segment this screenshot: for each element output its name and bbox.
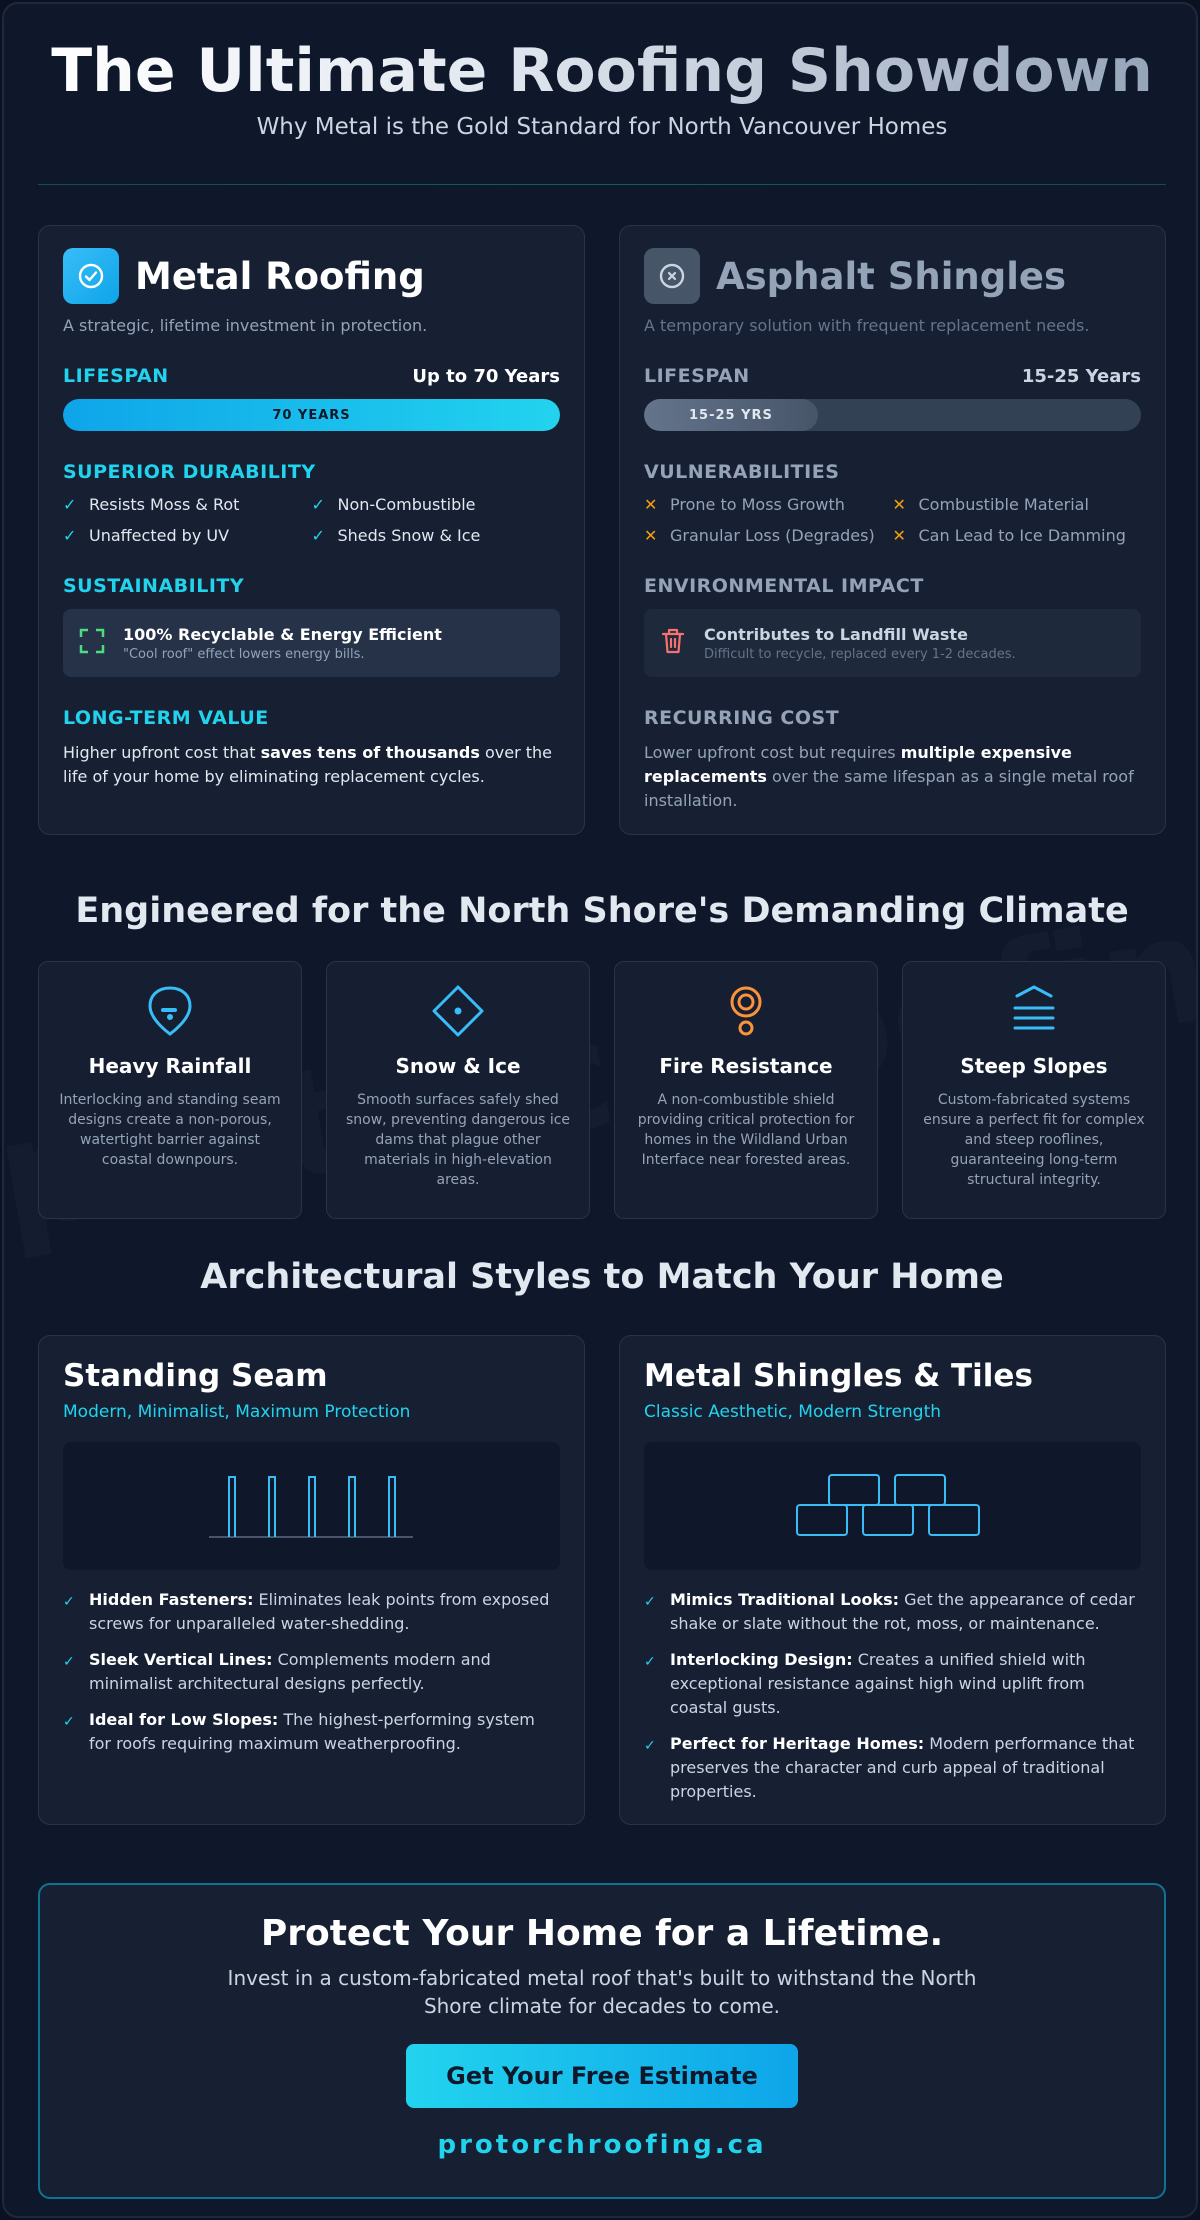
- check-icon: ✓: [63, 1714, 75, 1730]
- check-icon: ✓: [644, 1738, 656, 1754]
- standing-seam-illustration: [63, 1442, 560, 1570]
- vulnerabilities-label: VULNERABILITIES: [644, 461, 840, 483]
- durability-list: [63, 495, 560, 545]
- styles-heading: Architectural Styles to Match Your Home: [200, 1257, 1004, 1297]
- asphalt-card-description: A temporary solution with frequent replacement needs.: [644, 316, 1090, 335]
- vulnerability-item: ✕ Combustible Material: [892, 495, 1089, 514]
- style-title: Metal Shingles & Tiles: [644, 1358, 1033, 1394]
- climate-card-title: Heavy Rainfall: [88, 1054, 252, 1078]
- styles-section: [38, 1335, 1166, 1825]
- page-frame: [2, 2, 1198, 2218]
- check-icon: ✓: [63, 1654, 75, 1670]
- durability-item: ✓ Sheds Snow & Ice: [311, 526, 481, 545]
- style-bullets: [644, 1588, 1141, 1804]
- value-text: Higher upfront cost that saves tens of thousands over the life of your home by eliminating replacement cycles.: [63, 743, 553, 786]
- style-subtitle: Modern, Minimalist, Maximum Protection: [63, 1402, 411, 1422]
- asphalt-lifespan-value: 15-25 Years: [1021, 365, 1141, 387]
- asphalt-lifespan-fill: 15-25 YRS: [644, 399, 818, 431]
- x-icon: ✕: [644, 526, 658, 545]
- metal-card-title: Metal Roofing: [135, 254, 425, 298]
- cta-title: Protect Your Home for a Lifetime.: [260, 1913, 944, 1954]
- check-icon: ✓: [63, 495, 77, 514]
- check-icon: ✓: [311, 495, 325, 514]
- asphalt-shingles-card: [619, 225, 1166, 835]
- climate-card-title: Steep Slopes: [960, 1054, 1108, 1078]
- climate-card-text: A non-combustible shield providing critical protection for homes in the Wildland Urban Interface near forested areas.: [637, 1092, 855, 1168]
- environment-title: Contributes to Landfill Waste: [704, 624, 968, 644]
- asphalt-lifespan-bar: [644, 399, 1141, 431]
- trash-icon: [660, 627, 686, 659]
- x-circle-icon: [644, 248, 700, 304]
- snowflake-diamond-icon: [343, 984, 573, 1038]
- vulnerability-item: ✕ Prone to Moss Growth: [644, 495, 845, 514]
- x-icon: ✕: [892, 495, 906, 514]
- asphalt-lifespan-label: LIFESPAN: [644, 365, 750, 387]
- style-bullet: ✓ Hidden Fasteners: Eliminates leak points from exposed screws for unparalleled water-shedding.: [63, 1588, 560, 1636]
- climate-grid: [38, 961, 1166, 1219]
- check-icon: ✓: [644, 1594, 656, 1610]
- environment-box: [644, 609, 1141, 677]
- durability-label: SUPERIOR DURABILITY: [63, 461, 316, 483]
- style-bullet: ✓ Mimics Traditional Looks: Get the appearance of cedar shake or slate without the rot, moss, or maintenance.: [644, 1588, 1141, 1636]
- metal-shingles-illustration: [644, 1442, 1141, 1570]
- check-icon: ✓: [63, 526, 77, 545]
- style-bullet: ✓ Sleek Vertical Lines: Complements modern and minimalist architectural designs perfectly.: [63, 1648, 560, 1696]
- fire-shield-icon: [631, 984, 861, 1038]
- website-link[interactable]: protorchroofing.ca: [437, 2130, 767, 2160]
- metal-card-description: A strategic, lifetime investment in protection.: [63, 316, 428, 335]
- sustainability-box: [63, 609, 560, 677]
- climate-card-fire: [614, 961, 878, 1219]
- style-bullets: [63, 1588, 560, 1756]
- vulnerabilities-list: [644, 495, 1141, 545]
- check-circle-icon: [63, 248, 119, 304]
- x-icon: ✕: [892, 526, 906, 545]
- cost-text: Lower upfront cost but requires multiple expensive replacements over the same lifespan as a single metal roof installation.: [644, 743, 1134, 810]
- x-icon: ✕: [644, 495, 658, 514]
- sustainability-title: 100% Recyclable & Energy Efficient: [123, 624, 442, 644]
- climate-card-text: Smooth surfaces safely shed snow, preventing dangerous ice dams that plague other materials in high-elevation areas.: [345, 1092, 571, 1188]
- header-divider: [38, 184, 1166, 185]
- check-icon: ✓: [311, 526, 325, 545]
- style-bullet: ✓ Ideal for Low Slopes: The highest-performing system for roofs requiring maximum weatherproofing.: [63, 1708, 560, 1756]
- style-bullet: ✓ Interlocking Design: Creates a unified shield with exceptional resistance against high wind uplift from coastal gusts.: [644, 1648, 1141, 1720]
- page-content: [38, 4, 1166, 2199]
- standing-seam-card: [38, 1335, 585, 1825]
- cta-text: Invest in a custom-fabricated metal roof that's built to withstand the North Shore climate for decades to come.: [227, 1966, 977, 2018]
- check-icon: ✓: [644, 1654, 656, 1670]
- page-title: The Ultimate Roofing Showdown: [38, 34, 1166, 108]
- metal-shingles-card: [619, 1335, 1166, 1825]
- sustainability-label: SUSTAINABILITY: [63, 575, 245, 597]
- climate-card-text: Custom-fabricated systems ensure a perfect fit for complex and steep rooflines, guaranteeing long-term structural integrity.: [923, 1092, 1145, 1188]
- climate-card-title: Fire Resistance: [659, 1054, 833, 1078]
- rain-drop-icon: [55, 984, 285, 1038]
- metal-lifespan-fill: 70 YEARS: [63, 399, 560, 431]
- climate-card-rainfall: [38, 961, 302, 1219]
- recycle-icon: [79, 628, 105, 658]
- style-subtitle: Classic Aesthetic, Modern Strength: [644, 1402, 942, 1422]
- vulnerability-item: ✕ Granular Loss (Degrades): [644, 526, 875, 545]
- durability-item: ✓ Resists Moss & Rot: [63, 495, 240, 514]
- page-subtitle: Why Metal is the Gold Standard for North Vancouver Homes: [256, 114, 948, 140]
- durability-item: ✓ Non-Combustible: [311, 495, 476, 514]
- climate-card-text: Interlocking and standing seam designs create a non-porous, watertight barrier against coastal downpours.: [59, 1092, 281, 1168]
- climate-card-slopes: [902, 961, 1166, 1219]
- asphalt-card-title: Asphalt Shingles: [716, 254, 1067, 298]
- climate-card-snow: [326, 961, 590, 1219]
- climate-card-title: Snow & Ice: [395, 1054, 521, 1078]
- climate-heading: Engineered for the North Shore's Demanding Climate: [75, 891, 1129, 931]
- metal-roofing-card: [38, 225, 585, 835]
- free-estimate-button[interactable]: Get Your Free Estimate: [406, 2044, 798, 2108]
- check-icon: ✓: [63, 1594, 75, 1610]
- cta-section: [38, 1883, 1166, 2199]
- steep-roof-icon: [919, 984, 1149, 1038]
- sustainability-note: "Cool roof" effect lowers energy bills.: [123, 646, 365, 662]
- durability-item: ✓ Unaffected by UV: [63, 526, 230, 545]
- metal-lifespan-label: LIFESPAN: [63, 365, 169, 387]
- style-title: Standing Seam: [63, 1358, 328, 1394]
- value-label: LONG-TERM VALUE: [63, 707, 269, 729]
- cost-label: RECURRING COST: [644, 707, 840, 729]
- metal-lifespan-value: Up to 70 Years: [412, 365, 560, 387]
- comparison-section: [38, 225, 1166, 835]
- environment-note: Difficult to recycle, replaced every 1-2 decades.: [704, 646, 1016, 662]
- metal-lifespan-bar: [63, 399, 560, 431]
- vulnerability-item: ✕ Can Lead to Ice Damming: [892, 526, 1126, 545]
- style-bullet: ✓ Perfect for Heritage Homes: Modern performance that preserves the character and curb appeal of traditional properties.: [644, 1732, 1141, 1804]
- environment-label: ENVIRONMENTAL IMPACT: [644, 575, 924, 597]
